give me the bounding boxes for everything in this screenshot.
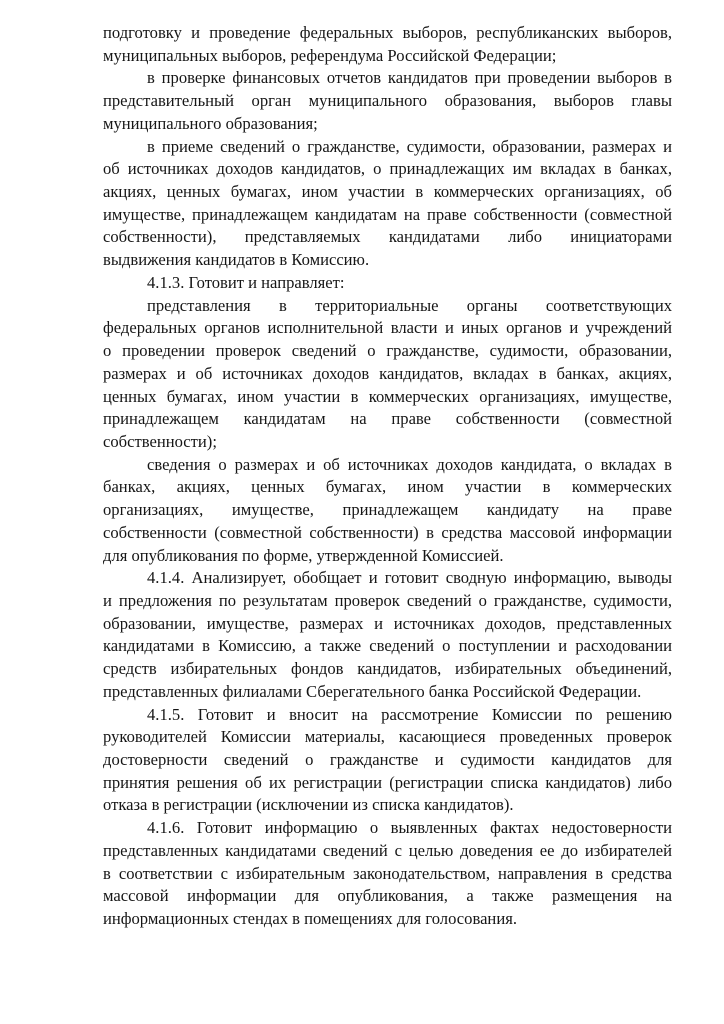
text-line: представленных филиалами Сберегательного банка Российской Федерации. [103, 681, 642, 701]
text-line: представленных кандидатами сведений с целью доведения ее до избирателей [103, 840, 672, 860]
text-line: банках, акциях, ценных бумагах, ином участии в коммерческих [103, 477, 672, 497]
paragraph [103, 567, 672, 703]
document-page [103, 22, 672, 931]
text-line: и предложения по результатам проверок сведений о гражданстве, судимости, [103, 590, 672, 610]
text-line: информационных стендах в помещениях для голосования. [103, 909, 517, 929]
text-line: кандидатами в Комиссию, а также сведений о поступлении и расходовании [103, 636, 672, 656]
text-line: подготовку и проведение федеральных выборов, республиканских выборов, [103, 23, 672, 42]
text-line: о проведении проверок сведений о гражданстве, судимости, образовании, [103, 341, 672, 361]
paragraph [103, 67, 672, 135]
text-line: организациях, имуществе, принадлежащем кандидату на праве [103, 500, 672, 520]
text-line: 4.1.3. Готовит и направляет: [147, 272, 345, 292]
text-line: принятия решения об их регистрации (регистрации списка кандидатов) либо [103, 772, 672, 792]
text-line: акциях, ценных бумагах, ином участии в коммерческих организациях, об [103, 182, 672, 202]
text-line: муниципального образования; [103, 113, 318, 133]
paragraph [103, 22, 672, 67]
text-line: руководителей Комиссии материалы, касающиеся проведенных проверок [103, 727, 672, 747]
paragraph [103, 454, 672, 568]
text-line: принадлежащем кандидатам на праве собственности (совместной [103, 409, 672, 429]
text-line: 4.1.6. Готовит информацию о выявленных фактах недостоверности [147, 818, 672, 838]
text-line: отказа в регистрации (исключении из списка кандидатов). [103, 795, 514, 815]
text-line: сведения о размерах и об источниках доходов кандидата, о вкладах в [147, 454, 672, 474]
text-line: достоверности сведений о гражданстве и судимости кандидатов для [103, 750, 672, 769]
text-line: об источниках доходов кандидатов, о принадлежащих им вкладах в банках, [103, 159, 672, 179]
text-line: собственности), представляемых кандидатами либо инициаторами [103, 227, 672, 247]
text-line: федеральных органов исполнительной власти и иных органов и учреждений [103, 318, 672, 338]
text-line: в соответствии с избирательным законодательством, направления в средства [103, 863, 672, 883]
text-line: собственности (совместной собственности) в средства массовой информации [103, 522, 672, 542]
paragraph [103, 704, 672, 818]
text-line: размерах и об источниках доходов кандидатов, вкладах в банках, акциях, [103, 363, 672, 383]
text-line: представления в территориальные органы соответствующих [147, 295, 672, 315]
text-line: массовой информации для опубликования, а также размещения на [103, 886, 672, 906]
paragraph [103, 136, 672, 272]
text-line: имуществе, принадлежащем кандидатам на праве собственности (совместной [103, 204, 672, 224]
text-line: образовании, имуществе, размерах и источниках доходов, представленных [103, 613, 672, 633]
text-line: муниципальных выборов, референдума Российской Федерации; [103, 45, 557, 65]
text-line: средств избирательных фондов кандидатов, избирательных объединений, [103, 659, 672, 679]
text-line: представительный орган муниципального образования, выборов главы [103, 91, 672, 111]
text-line: ценных бумагах, ином участии в коммерческих организациях, имуществе, [103, 386, 672, 406]
text-line: для опубликования по форме, утвержденной Комиссией. [103, 545, 504, 565]
text-line: собственности); [103, 431, 217, 451]
text-line: выдвижения кандидатов в Комиссию. [103, 250, 370, 270]
text-line: в приеме сведений о гражданстве, судимости, образовании, размерах и [147, 136, 672, 156]
text-line: 4.1.5. Готовит и вносит на рассмотрение Комиссии по решению [147, 704, 672, 724]
text-line: 4.1.4. Анализирует, обобщает и готовит сводную информацию, выводы [147, 568, 672, 588]
paragraph [103, 817, 672, 931]
paragraph [103, 272, 672, 295]
text-line: в проверке финансовых отчетов кандидатов при проведении выборов в [147, 68, 672, 88]
paragraph [103, 295, 672, 454]
